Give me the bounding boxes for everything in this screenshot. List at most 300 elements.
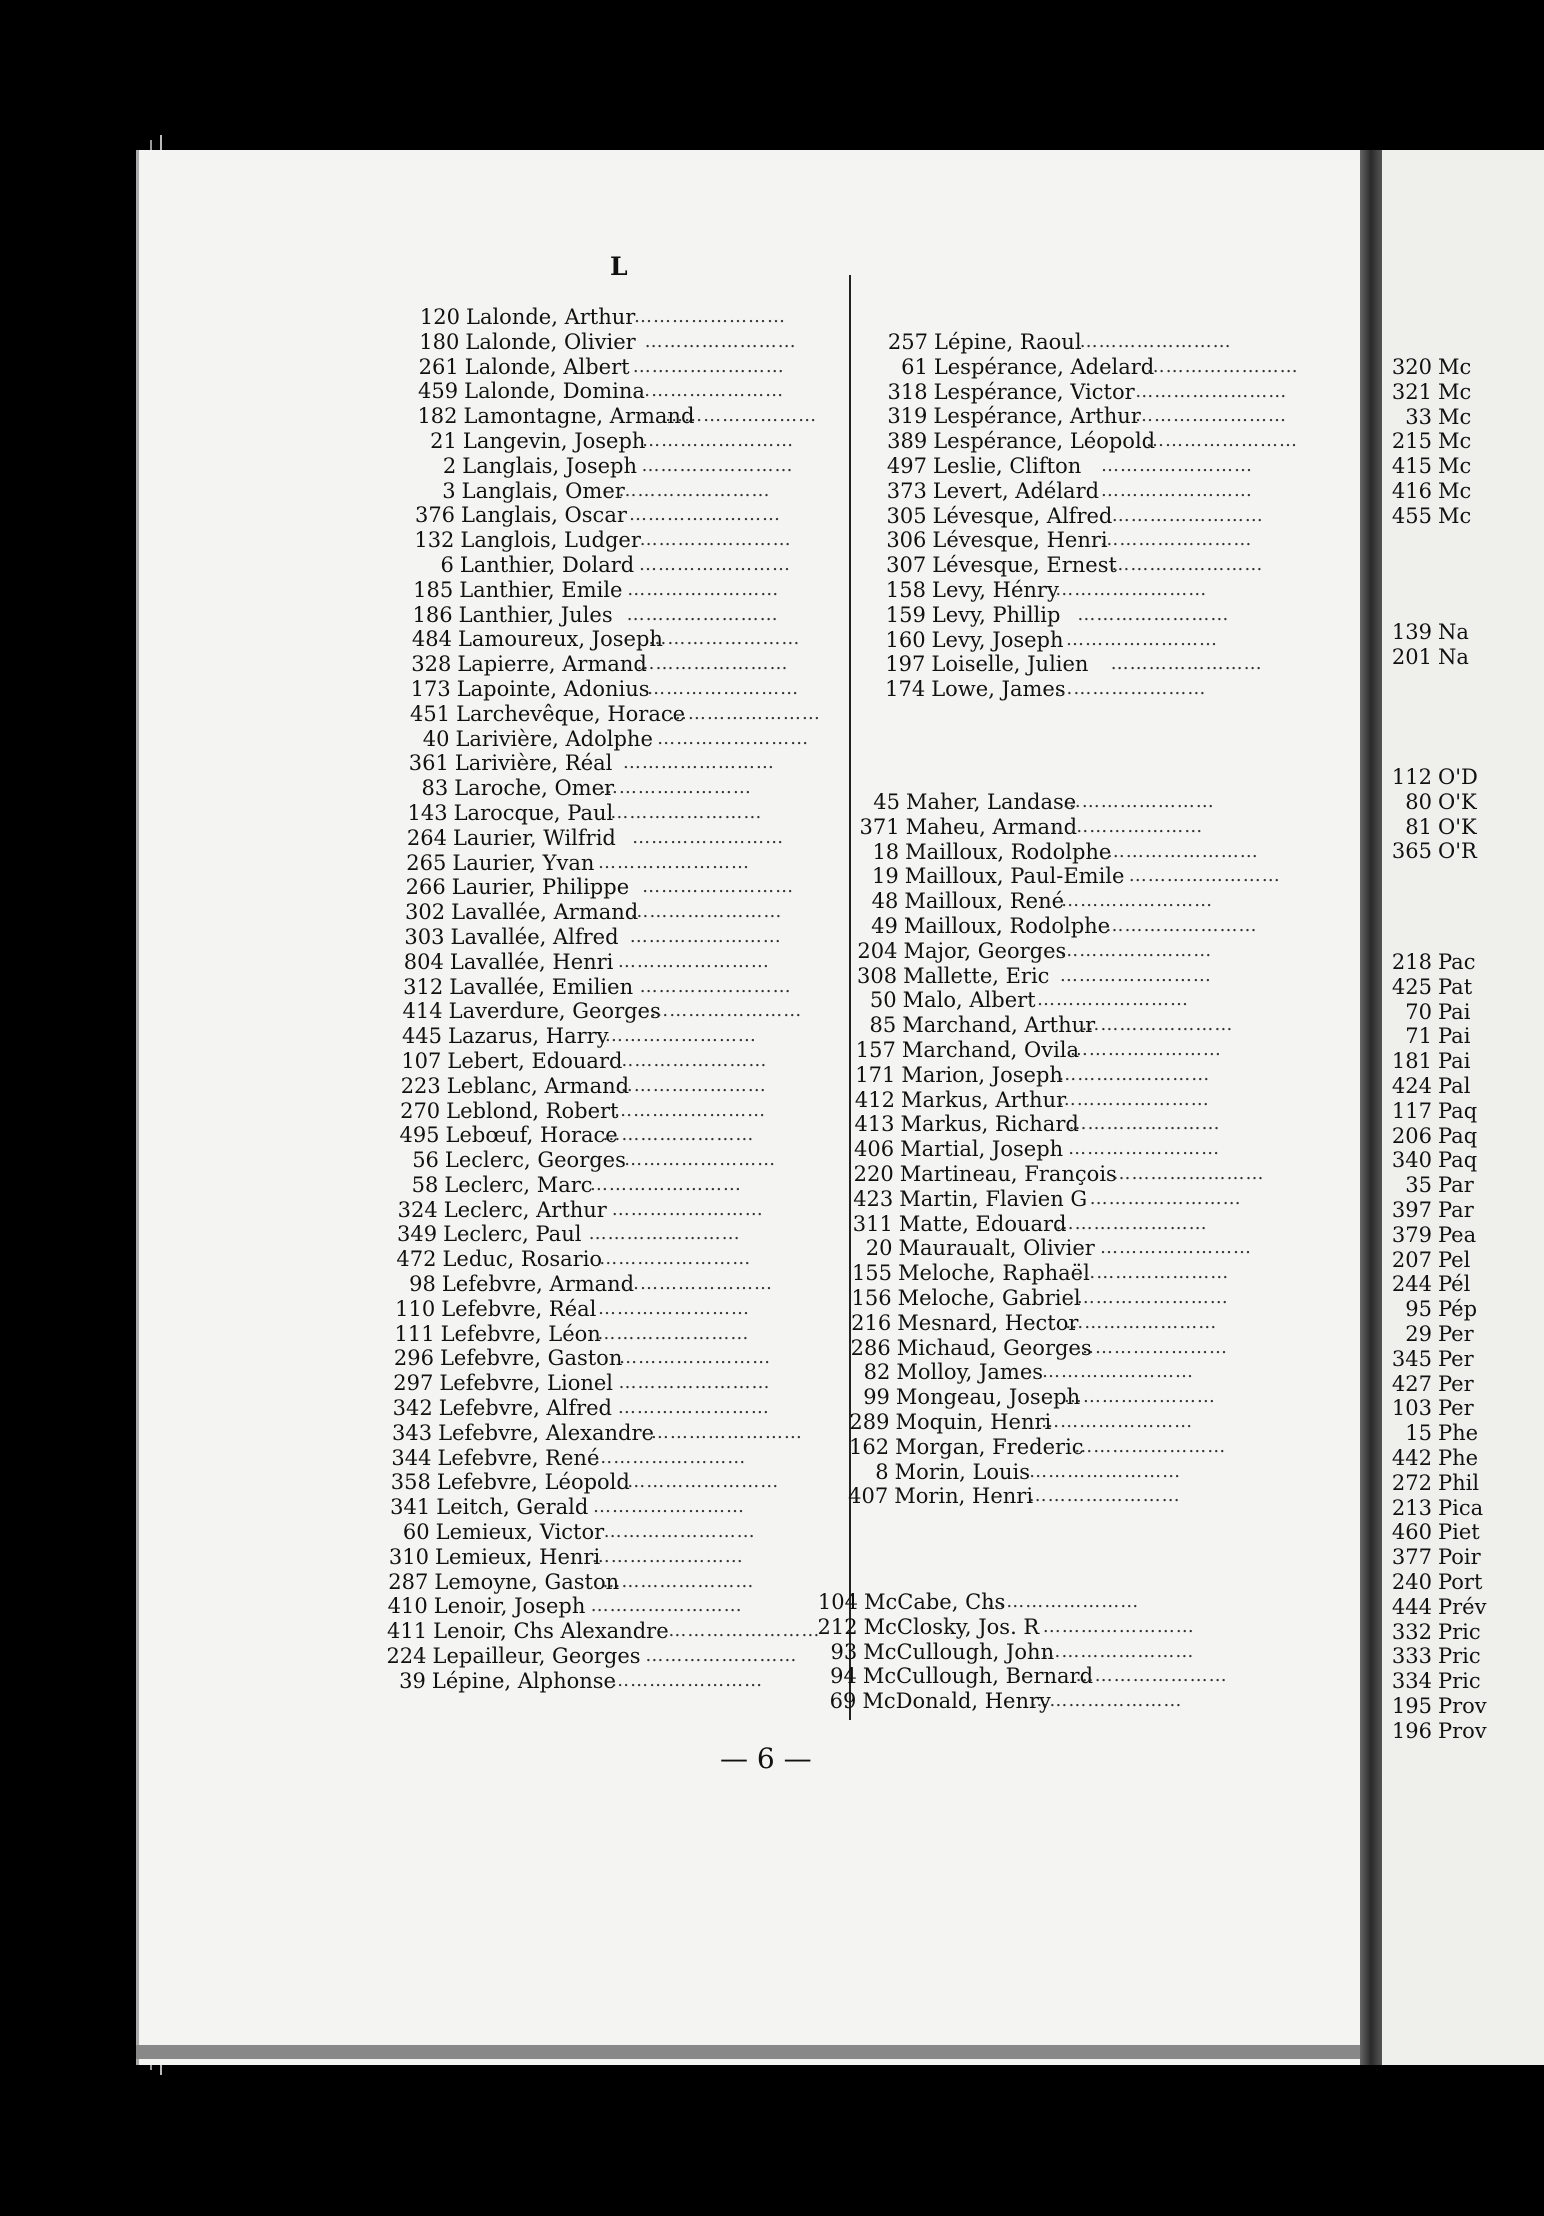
list-item (868, 628, 1320, 653)
entry-name: Paq (1438, 1098, 1478, 1123)
leader-dots: …………………… (597, 851, 750, 873)
leader-dots: …………………… (614, 1074, 767, 1096)
list-item (1382, 504, 1471, 529)
entry-number: 45 (873, 790, 900, 814)
entry-name: Lapointe, Adonius (456, 676, 650, 701)
entry-name: Lavallée, Alfred (450, 924, 619, 949)
list-item (834, 1261, 1292, 1286)
entry-name: Martineau, François (899, 1161, 1117, 1186)
entry-name: Laroche, Omer (454, 776, 615, 801)
facing-entry-list (1382, 765, 1478, 864)
leader-dots: …………………… (639, 529, 792, 551)
list-item (393, 677, 842, 702)
facing-entry-list (1382, 950, 1487, 1744)
list-item (839, 939, 1292, 964)
entry-list (870, 330, 1320, 702)
entry-number: 186 (412, 602, 453, 627)
list-item (387, 900, 842, 925)
entry-name: Paq (1438, 1148, 1478, 1173)
entry-name: Langlois, Ludger (460, 528, 641, 553)
entry-name: Pel (1438, 1247, 1471, 1272)
list-item (401, 355, 842, 380)
list-item (372, 1520, 842, 1545)
entry-list (800, 1590, 1250, 1714)
list-item (867, 652, 1320, 677)
leader-dots: …………………… (1055, 578, 1208, 600)
leader-dots: …………………… (1068, 1138, 1221, 1160)
list-item (837, 1063, 1292, 1088)
entry-number: 174 (885, 677, 926, 702)
entry-number: 201 (1391, 644, 1432, 669)
list-item (1382, 1471, 1487, 1496)
list-item (800, 1615, 1250, 1640)
entry-number: 157 (855, 1037, 896, 1062)
entry-number: 29 (1405, 1321, 1432, 1346)
leader-dots: …………………… (598, 1297, 750, 1319)
entry-number: 445 (401, 1024, 443, 1049)
entry-number: 18 (872, 839, 900, 864)
entry-number: 413 (854, 1112, 895, 1137)
entry-number: 15 (1405, 1421, 1432, 1446)
entry-name: Lefebvre, René (437, 1445, 600, 1470)
leader-dots: …………………… (611, 1198, 764, 1220)
entry-number: 85 (869, 1013, 897, 1038)
leader-dots: …………………… (590, 1595, 743, 1617)
list-item (834, 1286, 1292, 1311)
entry-number: 98 (409, 1272, 436, 1297)
list-item (832, 1410, 1293, 1435)
entry-number: 111 (394, 1321, 435, 1346)
leader-dots: …………………… (1079, 331, 1232, 352)
list-item (386, 950, 842, 975)
entry-number: 444 (1391, 1594, 1432, 1619)
entry-name: McCullough, Bernard (862, 1664, 1094, 1689)
entry-number: 2 (442, 453, 457, 478)
list-item (372, 1495, 842, 1520)
list-item (1382, 1545, 1487, 1570)
entry-name: Mallette, Eric (903, 963, 1050, 988)
entry-name: Lefebvre, Réal (441, 1296, 597, 1321)
list-item (832, 1385, 1292, 1410)
entry-name: McCullough, John (863, 1639, 1055, 1664)
leader-dots: …………………… (1062, 791, 1215, 812)
leader-dots: …………………… (624, 1149, 777, 1171)
entry-name: Pric (1438, 1669, 1481, 1694)
entry-name: Leitch, Gerald (436, 1495, 589, 1520)
page-bottom-edge (136, 2045, 1386, 2059)
entry-number: 196 (1391, 1718, 1432, 1743)
list-item (391, 727, 842, 752)
entry-name: Lespérance, Arthur (933, 404, 1141, 429)
entry-name: Mc (1438, 478, 1472, 503)
entry-name: Mesnard, Hector (897, 1310, 1079, 1335)
leader-dots: …………………… (1060, 939, 1213, 961)
entry-name: Lebœuf, Horace (445, 1123, 618, 1148)
leader-dots: …………………… (665, 405, 818, 427)
list-item (1382, 1644, 1487, 1669)
leader-dots: …………………… (1111, 504, 1264, 526)
list-item (388, 875, 842, 900)
list-item (1382, 1049, 1487, 1074)
list-item (798, 1689, 1250, 1714)
entry-number: 484 (411, 627, 452, 652)
entry-name: Pai (1438, 999, 1471, 1024)
entry-name: Lefebvre, Léopold (436, 1470, 630, 1495)
leader-dots: …………………… (629, 925, 782, 947)
entry-number: 223 (400, 1073, 441, 1098)
entry-number: 61 (901, 354, 928, 379)
entry-name: Michaud, Georges (896, 1335, 1092, 1360)
list-item (1382, 790, 1478, 815)
entry-number: 117 (1391, 1098, 1432, 1123)
entry-name: Leclerc, Paul (443, 1222, 582, 1247)
entry-name: Na (1438, 644, 1469, 669)
entry-name: Lévesque, Alfred (932, 503, 1113, 528)
entry-number: 345 (1391, 1346, 1432, 1371)
list-item (397, 503, 842, 528)
list-item (869, 429, 1320, 454)
leader-dots: …………………… (648, 628, 801, 650)
list-item (370, 1570, 842, 1595)
list-item (1382, 405, 1471, 430)
page-number: — 6 — (720, 1742, 812, 1775)
list-item (392, 702, 842, 727)
entry-name: Mailloux, Rodolphe (905, 839, 1112, 864)
list-item (1382, 1396, 1487, 1421)
entry-name: Pric (1438, 1644, 1481, 1669)
entry-name: Lépine, Alphonse (431, 1668, 616, 1693)
leader-dots: …………………… (627, 578, 780, 600)
list-item (1382, 950, 1487, 975)
list-item (1382, 1421, 1487, 1446)
entry-number: 156 (851, 1285, 892, 1310)
list-item (1382, 479, 1471, 504)
list-item (869, 404, 1320, 429)
entry-name: O'K (1438, 789, 1477, 814)
leader-dots: …………………… (1055, 1212, 1208, 1234)
entry-name: Mc (1438, 503, 1472, 528)
entry-name: Lepailleur, Georges (432, 1644, 641, 1669)
leader-dots: …………………… (650, 1000, 803, 1022)
leader-dots: …………………… (1029, 1460, 1182, 1482)
list-item (837, 1112, 1292, 1137)
entry-name: Langlais, Joseph (462, 453, 638, 478)
list-item (830, 1484, 1292, 1509)
entry-name: Lavallée, Henri (449, 949, 614, 974)
entry-name: Lapierre, Armand (457, 652, 647, 677)
list-item (385, 999, 842, 1024)
list-item (838, 1038, 1292, 1063)
leader-dots: …………………… (588, 1223, 741, 1245)
list-item (1382, 839, 1478, 864)
leader-dots: …………………… (636, 653, 789, 675)
entry-name: Mc (1438, 379, 1472, 404)
entry-name: Per (1438, 1371, 1474, 1396)
list-item (799, 1664, 1250, 1689)
entry-name: Piet (1438, 1520, 1480, 1545)
list-item (799, 1640, 1250, 1665)
entry-number: 377 (1391, 1545, 1432, 1570)
entry-number: 207 (1391, 1247, 1432, 1272)
entry-name: Marchand, Ovila (901, 1037, 1080, 1062)
list-item (839, 964, 1292, 989)
entry-number: 218 (1391, 950, 1432, 974)
list-item (381, 1148, 842, 1173)
entry-name: Morgan, Frederic (895, 1434, 1084, 1459)
leader-dots: …………………… (668, 1620, 821, 1642)
entry-number: 406 (854, 1137, 895, 1162)
leader-dots: …………………… (618, 1372, 771, 1394)
entry-name: Marchand, Arthur (902, 1013, 1096, 1038)
leader-dots: …………………… (1146, 430, 1298, 452)
entry-name: O'D (1438, 765, 1478, 789)
entry-name: Leclerc, Arthur (443, 1197, 607, 1222)
list-item (870, 355, 1320, 380)
list-item (374, 1421, 842, 1446)
leader-dots: …………………… (1068, 1113, 1221, 1135)
entry-name: Pal (1438, 1073, 1471, 1098)
entry-number: 321 (1391, 379, 1432, 404)
list-item (1382, 1148, 1487, 1173)
entry-name: Loiselle, Julien (931, 652, 1089, 677)
entry-number: 56 (412, 1148, 439, 1173)
entry-name: Larocque, Paul (453, 800, 614, 825)
list-item (832, 1360, 1292, 1385)
entry-number: 340 (1391, 1148, 1432, 1173)
entry-number: 107 (401, 1048, 442, 1073)
leader-dots: …………………… (1063, 1386, 1216, 1408)
list-item (385, 975, 842, 1000)
entry-number: 451 (410, 701, 451, 726)
entry-number: 459 (418, 379, 459, 404)
leader-dots: …………………… (657, 727, 810, 749)
entry-name: Moquin, Henri (895, 1409, 1052, 1434)
entry-number: 159 (885, 602, 926, 627)
leader-dots: …………………… (589, 1173, 742, 1195)
entry-number: 286 (850, 1335, 891, 1360)
entry-name: Pric (1438, 1619, 1481, 1644)
list-item (1382, 429, 1471, 454)
list-item (868, 603, 1320, 628)
entry-name: Martial, Joseph (900, 1137, 1064, 1162)
entry-name: Phe (1438, 1421, 1479, 1446)
entry-name: Langlais, Oscar (461, 503, 627, 528)
entry-name: Larchevêque, Horace (456, 701, 686, 726)
list-item (379, 1222, 842, 1247)
entry-number: 81 (1405, 814, 1432, 839)
list-item (398, 454, 842, 479)
list-item (1382, 975, 1487, 1000)
entry-number: 83 (421, 776, 449, 801)
entry-name: Laverdure, Georges (448, 999, 661, 1024)
list-item (383, 1074, 842, 1099)
entry-number: 272 (1391, 1470, 1432, 1495)
leader-dots: …………………… (1066, 628, 1218, 650)
entry-number: 424 (1391, 1073, 1432, 1098)
entry-number: 296 (393, 1346, 434, 1371)
entry-name: Paq (1438, 1123, 1478, 1148)
leader-dots: …………………… (639, 975, 792, 997)
leader-dots: …………………… (597, 1322, 750, 1344)
entry-name: O'R (1438, 839, 1477, 864)
list-item (1382, 1719, 1487, 1744)
list-item (1382, 380, 1471, 405)
entry-name: Na (1438, 620, 1469, 644)
section-heading-l: L (610, 252, 628, 281)
leader-dots: …………………… (599, 777, 752, 799)
entry-name: Laurier, Wilfrid (452, 825, 616, 850)
list-item (1382, 1074, 1487, 1099)
list-item (1382, 355, 1471, 380)
entry-name: Mc (1438, 429, 1472, 454)
entry-number: 442 (1391, 1445, 1432, 1470)
list-item (1382, 1446, 1487, 1471)
entry-name: Port (1438, 1569, 1483, 1594)
list-item (396, 528, 842, 553)
list-item (401, 330, 842, 355)
entry-number: 180 (419, 329, 460, 354)
list-item (378, 1247, 842, 1272)
leader-dots: …………………… (591, 1545, 744, 1567)
facing-entry-list (1382, 355, 1471, 529)
leader-dots: …………………… (632, 355, 785, 377)
list-item (378, 1272, 842, 1297)
entry-name: Markus, Arthur (900, 1087, 1067, 1112)
leader-dots: …………………… (621, 1273, 774, 1295)
list-item (371, 1545, 842, 1570)
list-item (1382, 1000, 1487, 1025)
list-item (375, 1396, 842, 1421)
leader-dots: …………………… (668, 702, 821, 724)
entry-number: 195 (1391, 1693, 1432, 1718)
entry-number: 181 (1391, 1049, 1432, 1074)
entry-name: Major, Georges (903, 938, 1067, 963)
list-item (395, 603, 842, 628)
list-item (376, 1346, 842, 1371)
list-item (1382, 1496, 1487, 1521)
leader-dots: …………………… (602, 1570, 755, 1592)
leader-dots: …………………… (1146, 355, 1299, 377)
leader-dots: …………………… (1076, 1286, 1229, 1308)
entry-name: Lanthier, Jules (458, 602, 613, 627)
leader-dots: …………………… (639, 553, 791, 575)
list-item (373, 1470, 842, 1495)
entry-number: 216 (851, 1310, 892, 1335)
entry-name: O'K (1438, 814, 1477, 839)
entry-name: Lebert, Edouard (447, 1048, 623, 1073)
entry-number: 204 (857, 938, 898, 963)
entry-name: Pai (1438, 1024, 1471, 1049)
entry-name: Per (1438, 1396, 1474, 1421)
entry-name: Lefebvre, Alexandre (438, 1420, 654, 1445)
list-item (389, 826, 842, 851)
list-item (394, 627, 842, 652)
entry-number: 376 (414, 503, 456, 528)
leader-dots: …………………… (1054, 678, 1207, 700)
entry-name: Lefebvre, Lionel (439, 1371, 614, 1396)
list-item (1382, 1099, 1487, 1124)
entry-number: 427 (1391, 1371, 1432, 1396)
entry-number: 343 (392, 1420, 433, 1445)
list-item (867, 677, 1320, 702)
entry-name: Lespérance, Léopold (933, 429, 1156, 454)
entry-name: Lefebvre, Armand (441, 1272, 635, 1297)
list-item (1382, 645, 1469, 670)
list-item (840, 914, 1292, 939)
leader-dots: …………………… (1037, 989, 1190, 1011)
leader-dots: …………………… (617, 950, 770, 972)
list-item (1382, 620, 1469, 645)
list-item (869, 504, 1320, 529)
entry-name: Morin, Henri (894, 1484, 1034, 1509)
list-item (368, 1669, 842, 1694)
list-item (835, 1212, 1292, 1237)
entry-number: 35 (1405, 1173, 1432, 1198)
entry-number: 58 (411, 1172, 439, 1197)
leader-dots: …………………… (630, 901, 783, 923)
leader-dots: …………………… (629, 504, 782, 526)
entry-number: 20 (865, 1236, 893, 1261)
book-gutter (1360, 150, 1382, 2065)
entry-name: Pép (1438, 1297, 1478, 1322)
leader-dots: …………………… (1041, 1361, 1194, 1383)
list-item (831, 1460, 1292, 1485)
list-item (1382, 1694, 1487, 1719)
leader-dots: …………………… (1106, 840, 1259, 862)
list-item (391, 751, 842, 776)
leader-dots: …………………… (641, 454, 794, 476)
leader-dots: …………………… (604, 1025, 757, 1047)
entry-name: McCabe, Chs (864, 1590, 1006, 1614)
entry-number: 93 (830, 1639, 858, 1664)
entry-name: Maheu, Armand (905, 814, 1078, 839)
entry-number: 99 (863, 1385, 890, 1410)
leader-dots: …………………… (1081, 1014, 1234, 1036)
list-item (1382, 815, 1478, 840)
entry-number: 104 (817, 1590, 858, 1614)
leader-dots: …………………… (634, 306, 786, 327)
leader-dots: …………………… (615, 1049, 768, 1071)
entry-name: Langevin, Joseph (462, 428, 646, 453)
entry-name: Phil (1438, 1470, 1480, 1495)
list-item (380, 1198, 842, 1223)
entry-name: Par (1438, 1197, 1474, 1222)
entry-name: Lefebvre, Gaston (439, 1346, 623, 1371)
entry-number: 173 (410, 676, 451, 701)
entry-number: 240 (1391, 1569, 1432, 1594)
list-item (380, 1173, 842, 1198)
entry-name: Maher, Landase (906, 790, 1077, 814)
list-item (868, 553, 1320, 578)
list-item (384, 1024, 842, 1049)
entry-number: 215 (1391, 429, 1432, 454)
list-item (369, 1619, 842, 1644)
entry-number: 206 (1391, 1123, 1432, 1148)
entry-name: Mailloux, Rodolphe (903, 913, 1111, 938)
entry-number: 244 (1391, 1272, 1432, 1297)
entry-name: Laurier, Philippe (451, 875, 630, 900)
leader-dots: …………………… (611, 1669, 764, 1691)
entry-name: Levy, Joseph (931, 627, 1064, 652)
leader-dots: …………………… (1077, 1262, 1230, 1284)
list-item (377, 1297, 842, 1322)
list-item (382, 1099, 842, 1124)
entry-name: Lévesque, Ernest (932, 553, 1117, 578)
leader-dots: …………………… (642, 429, 795, 451)
list-item (1382, 1520, 1487, 1545)
entry-name: Lamoureux, Joseph (457, 627, 663, 652)
entry-name: McClosky, Jos. R (863, 1614, 1040, 1639)
